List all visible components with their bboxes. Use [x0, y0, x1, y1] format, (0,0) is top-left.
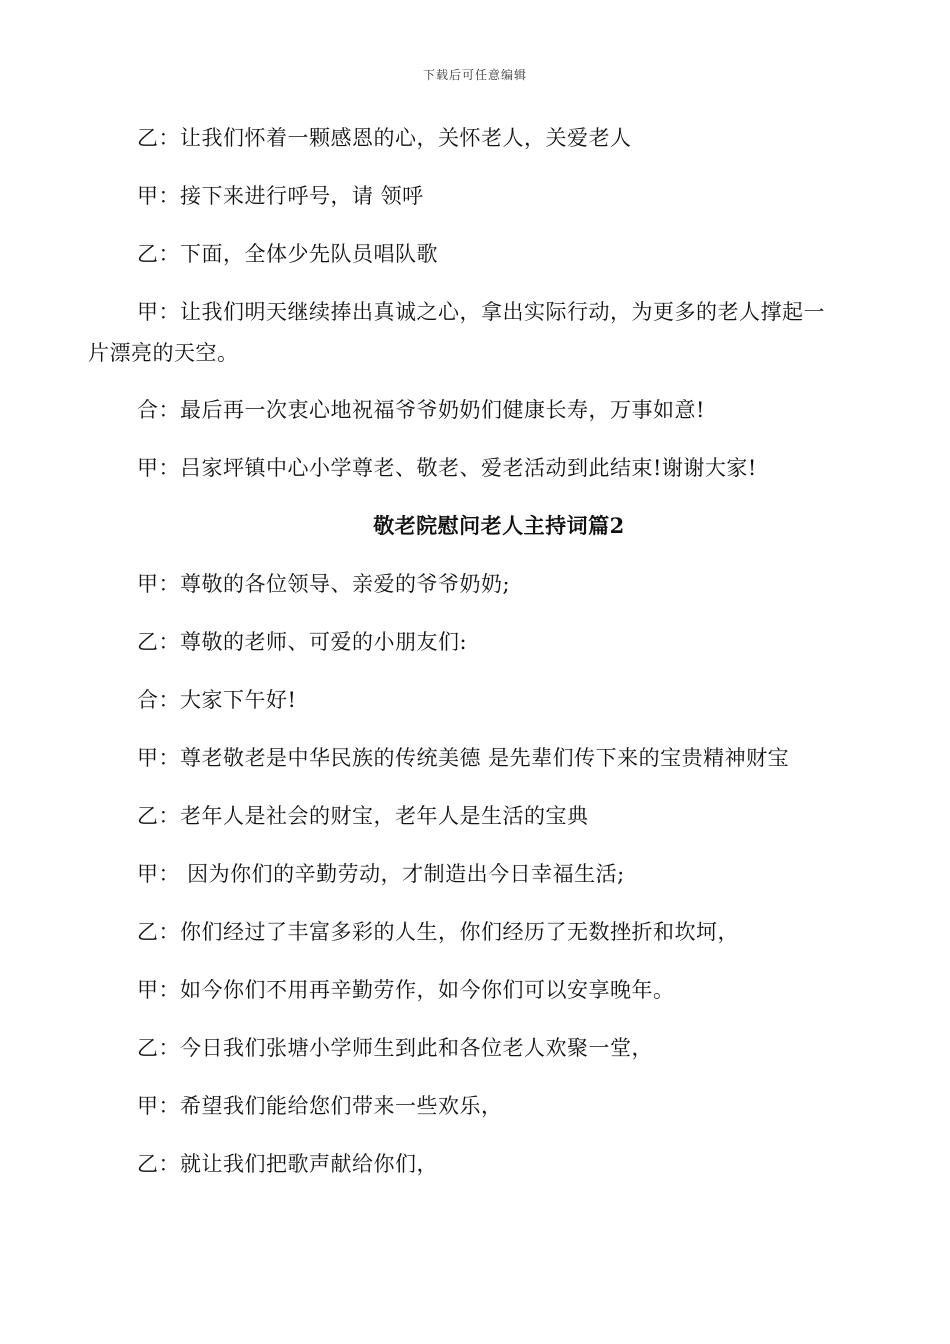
dialogue-line: 乙：今日我们张塘小学师生到此和各位老人欢聚一堂， [137, 1036, 653, 1060]
dialogue-line: 乙：你们经过了丰富多彩的人生，你们经历了无数挫折和坎坷， [137, 920, 739, 944]
dialogue-line: 乙：就让我们把歌声献给你们， [137, 1152, 438, 1176]
dialogue-line: 甲：让我们明天继续捧出真诚之心，拿出实际行动，为更多的老人撑起一 [137, 300, 825, 324]
dialogue-line: 合：大家下午好! [137, 688, 297, 712]
dialogue-line: 甲：如今你们不用再辛勤劳作，如今你们可以安享晚年。 [137, 978, 675, 1002]
dialogue-line: 合：最后再一次衷心地祝福爷爷奶奶们健康长寿，万事如意! [137, 398, 705, 422]
section-heading: 敬老院慰问老人主持词篇2 [373, 513, 625, 538]
dialogue-line: 甲：希望我们能给您们带来一些欢乐， [137, 1094, 503, 1118]
dialogue-line-continuation: 片漂亮的天空。 [88, 341, 239, 365]
dialogue-line: 甲：接下来进行呼号，请 领呼 [137, 184, 424, 208]
dialogue-line: 乙：下面，全体少先队员唱队歌 [137, 242, 438, 266]
dialogue-line: 乙：老年人是社会的财宝，老年人是生活的宝典 [137, 804, 589, 828]
dialogue-line: 乙：让我们怀着一颗感恩的心，关怀老人，关爱老人 [137, 126, 632, 150]
dialogue-line: 乙：尊敬的老师、可爱的小朋友们: [137, 630, 468, 654]
dialogue-line: 甲：吕家坪镇中心小学尊老、敬老、爱老活动到此结束!谢谢大家! [137, 456, 757, 480]
dialogue-line: 甲： 因为你们的辛勤劳动，才制造出今日幸福生活; [137, 862, 625, 886]
header-note: 下载后可任意编辑 [422, 68, 527, 82]
dialogue-line: 甲：尊敬的各位领导、亲爱的爷爷奶奶; [137, 572, 511, 596]
dialogue-line: 甲：尊老敬老是中华民族的传统美德 是先辈们传下来的宝贵精神财宝 [137, 746, 790, 770]
